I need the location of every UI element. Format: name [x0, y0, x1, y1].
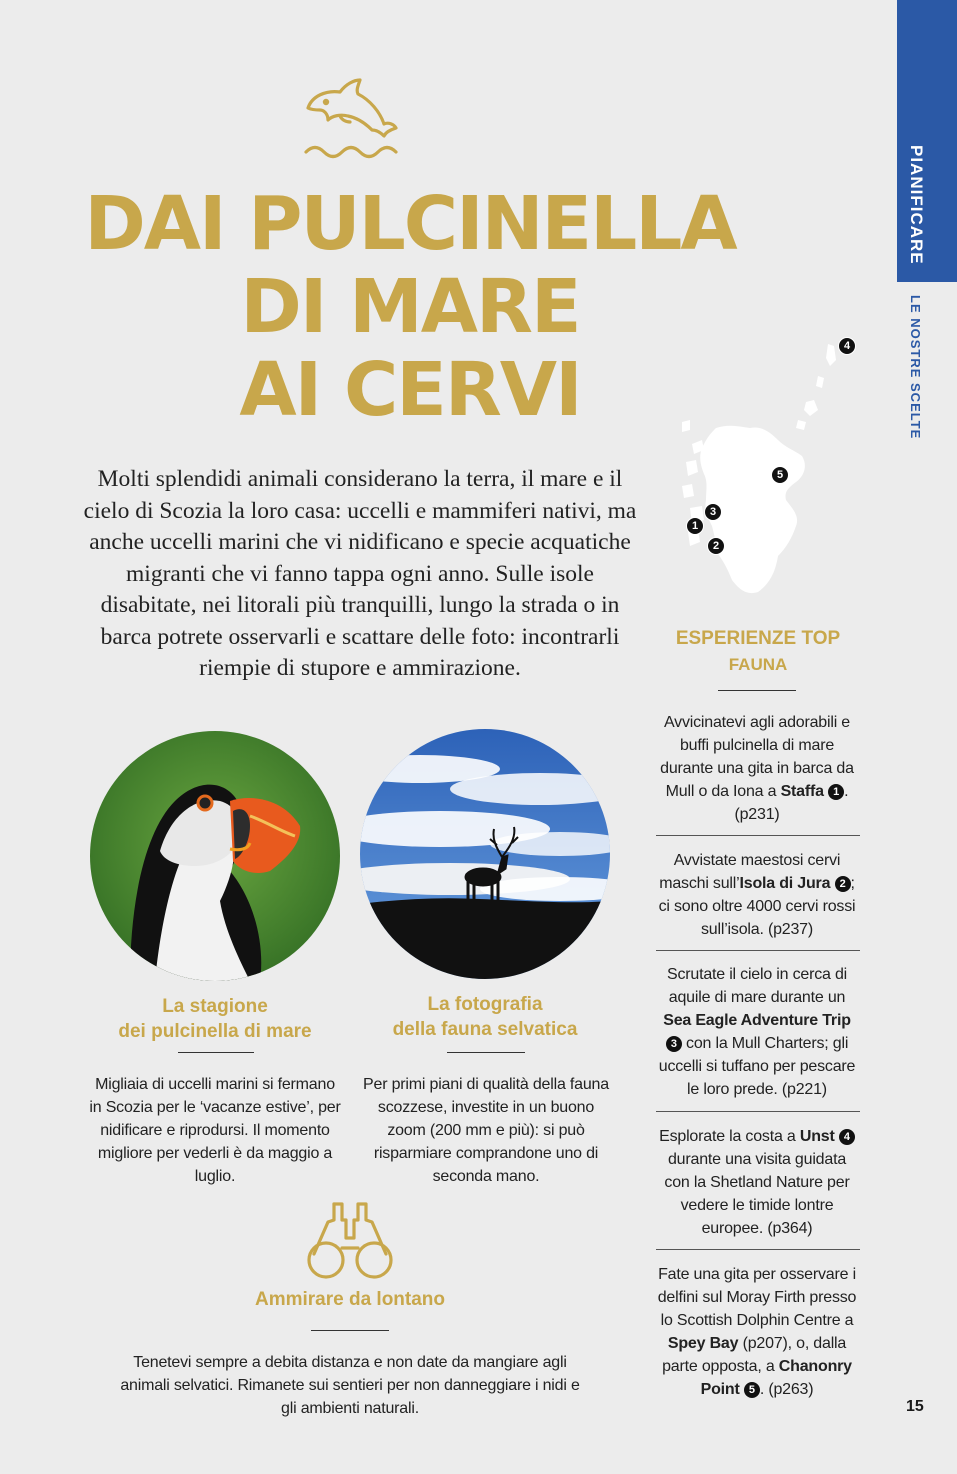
photography-heading-line-1: La fotografia [427, 994, 543, 1015]
puffin-photo [90, 731, 340, 981]
puffin-heading-line-1: La stagione [162, 996, 268, 1017]
photography-divider [447, 1052, 525, 1053]
item-separator [656, 950, 860, 951]
puffin-body: Migliaia di uccelli marini si fermano in Scozia per le ‘vacanze estive’, per nidificare e riprodursi. Il momento migliore per vederli è da maggio a luglio. [89, 1076, 341, 1185]
map-marker-2: 2 [707, 537, 725, 555]
page-title [60, 183, 760, 432]
sidebar-heading-line-1: ESPERIENZE TOP [675, 628, 841, 649]
map-marker-4: 4 [838, 337, 856, 355]
item-separator [656, 1111, 860, 1112]
distance-heading: Ammirare da lontano [254, 1289, 446, 1310]
sidebar-heading [657, 626, 859, 678]
experience-item: Avvistate maestosi cervi maschi sull’Isola di Jura 2 ; ci sono oltre 4000 cervi rossi sull’isola. (p237) [658, 852, 856, 938]
map-marker-3: 3 [704, 503, 722, 521]
subsection-label: LE NOSTRE SCELTE [908, 295, 923, 440]
title-line-2: DI MARE [240, 264, 580, 350]
sidebar-heading-line-2: FAUNA [728, 655, 788, 674]
item-separator [656, 835, 860, 836]
experience-item: Fate una gita per osservare i delfini sul Moray Firth presso lo Scottish Dolphin Centre a Spey Bay (p207), o, dalla parte opposta, a Chanonry Point 5 . (p263) [657, 1266, 857, 1398]
marker-badge: 1 [828, 784, 844, 800]
item-separator [656, 1249, 860, 1250]
page-number: 15 [906, 1398, 924, 1415]
marker-badge: 2 [835, 876, 851, 892]
marker-badge: 4 [839, 1129, 855, 1145]
map-marker-1: 1 [686, 517, 704, 535]
map-marker-5: 5 [771, 466, 789, 484]
title-line-3: AI CERVI [239, 347, 581, 433]
photography-body: Per primi piani di qualità della fauna scozzese, investite in un buono zoom (200 mm e più): si può risparmiare comprandone uno di seconda mano. [363, 1076, 609, 1185]
photography-heading-line-2: della fauna selvatica [392, 1019, 578, 1040]
experience-item: Avvicinatevi agli adorabili e buffi pulcinella di mare durante una gita in barca da Mull o da Iona a Staffa 1 . (p231) [660, 714, 854, 823]
marker-badge: 3 [666, 1036, 682, 1052]
puffin-heading [95, 994, 335, 1044]
binoculars-icon [304, 1198, 396, 1280]
photography-heading [365, 992, 605, 1042]
distance-divider [311, 1330, 389, 1331]
puffin-heading-line-2: dei pulcinella di mare [118, 1021, 312, 1042]
puffin-divider [178, 1052, 254, 1053]
distance-body: Tenetevi sempre a debita distanza e non date da mangiare agli animali selvatici. Rimanete sui sentieri per non danneggiare i nidi e gli ambienti naturali. [120, 1354, 580, 1417]
title-line-1: DAI PULCINELLA [84, 181, 736, 267]
section-tab-label: PIANIFICARE [907, 145, 926, 265]
sidebar-divider [718, 690, 796, 691]
experience-item: Esplorate la costa a Unst 4 durante una visita guidata con la Shetland Nature per vedere le timide lontre europee. (p364) [654, 1125, 860, 1240]
deer-photo [360, 729, 610, 979]
scotland-map [668, 336, 868, 616]
dolphin-icon [300, 66, 400, 162]
marker-badge: 5 [744, 1382, 760, 1398]
intro-paragraph: Molti splendidi animali considerano la terra, il mare e il cielo di Scozia la loro casa: uccelli e mammiferi nativi, ma anche uccelli marini che vi nidificano e specie acquatiche migranti che vi fanno tappa ogni anno. Sulle isole disabitate, nei litorali più tranquilli, lungo la strada o in barca potrete osservarli e scattare delle foto: incontrarli riempie di stupore e ammirazione. [83, 466, 637, 681]
experience-item: Scrutate il cielo in cerca di aquile di mare durante un Sea Eagle Adventure Trip 3 con la Mull Charters; gli uccelli si tuffano per pescare le loro prede. (p221) [658, 966, 856, 1098]
